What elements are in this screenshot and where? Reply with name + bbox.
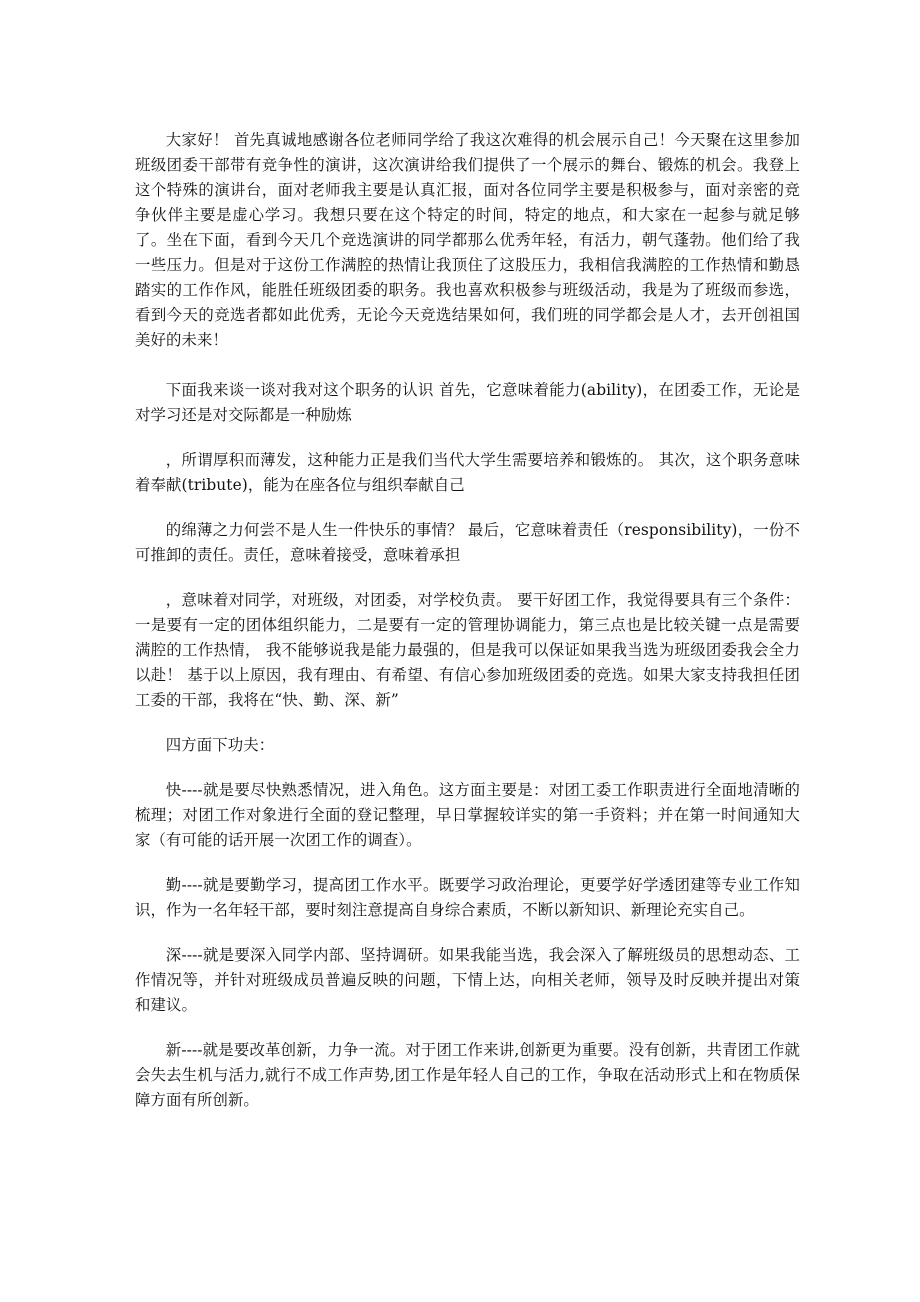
paragraph-spacer bbox=[135, 428, 800, 448]
paragraph-tribute: ，所谓厚积而薄发，这种能力正是我们当代大学生需要培养和锻炼的。 其次，这个职务意味着奉献(tribute)，能为在座各位与组织奉献自己 bbox=[135, 451, 800, 494]
paragraph-conditions: ，意味着对同学，对班级，对团委，对学校负责。 要干好团工作，我觉得要具有三个条件：一是要有一定的团体组织能力，二是要有一定的管理协调能力，第三点也是比较关键一点是需要满腔的工作热情， 我不能够说我是能力最强的，但是我可以保证如果我当选为班级团委我会全力以赴！ 基于以上原因，我有理由、有希望、有信心参加班级团委的竞选。如果大家支持我担任团工委的干部，我将在“快、勤、深、新” bbox=[135, 591, 800, 709]
document-body bbox=[135, 128, 800, 1113]
paragraph-spacer bbox=[135, 353, 800, 378]
paragraph-ability: 下面我来谈一谈对我对这个职务的认识 首先，它意味着能力(ability)，在团委工作，无论是对学习还是对交际都是一种励炼 bbox=[135, 381, 800, 424]
paragraph-four-aspects: 四方面下功夫： bbox=[165, 736, 275, 754]
paragraph-spacer bbox=[135, 568, 800, 588]
paragraph-kuai: 快----就是要尽快熟悉情况，进入角色。这方面主要是：对团工委工作职责进行全面地清晰的梳理；对团工作对象进行全面的登记整理，早日掌握较详实的第一手资料；并在第一时间通知大家（有可能的话开展一次团工作的调查）。 bbox=[135, 781, 800, 849]
paragraph-qin: 勤----就是要勤学习，提高团工作水平。既要学习政治理论，更要学好学透团建等专业工作知识，作为一名年轻干部，要时刻注意提高自身综合素质，不断以新知识、新理论充实自己。 bbox=[135, 876, 800, 919]
paragraph-spacer bbox=[135, 758, 800, 778]
paragraph-spacer bbox=[135, 1018, 800, 1038]
paragraph-responsibility: 的绵薄之力何尝不是人生一件快乐的事情？ 最后，它意味着责任（responsibility)，一份不可推卸的责任。责任，意味着接受，意味着承担 bbox=[135, 521, 800, 564]
paragraph-shen: 深----就是要深入同学内部、坚持调研。如果我能当选，我会深入了解班级员的思想动态、工作情况等，并针对班级成员普遍反映的问题，下情上达，向相关老师，领导及时反映并提出对策和建议。 bbox=[135, 946, 800, 1014]
paragraph-spacer bbox=[135, 713, 800, 733]
paragraph-spacer bbox=[135, 853, 800, 873]
paragraph-spacer bbox=[135, 923, 800, 943]
paragraph-spacer bbox=[135, 498, 800, 518]
paragraph-xin: 新----就是要改革创新，力争一流。对于团工作来讲,创新更为重要。没有创新，共青团工作就会失去生机与活力,就行不成工作声势,团工作是年轻人自己的工作，争取在活动形式上和在物质保障方面有所创新。 bbox=[135, 1041, 800, 1109]
paragraph-greeting: 大家好！ 首先真诚地感谢各位老师同学给了我这次难得的机会展示自己！今天聚在这里参加班级团委干部带有竞争性的演讲，这次演讲给我们提供了一个展示的舞台、锻炼的机会。我登上这个特殊的演讲台，面对老师我主要是认真汇报，面对各位同学主要是积极参与，面对亲密的竞争伙伴主要是虚心学习。我想只要在这个特定的时间，特定的地点，和大家在一起参与就足够了。坐在下面，看到今天几个竞选演讲的同学都那么优秀年轻，有活力，朝气蓬勃。他们给了我一些压力。但是对于这份工作满腔的热情让我顶住了这股压力，我相信我满腔的工作热情和勤恳踏实的工作作风，能胜任班级团委的职务。我也喜欢积极参与班级活动，我是为了班级而参选，看到今天的竞选者都如此优秀，无论今天竞选结果如何，我们班的同学都会是人才，去开创祖国美好的未来！ bbox=[135, 131, 800, 349]
